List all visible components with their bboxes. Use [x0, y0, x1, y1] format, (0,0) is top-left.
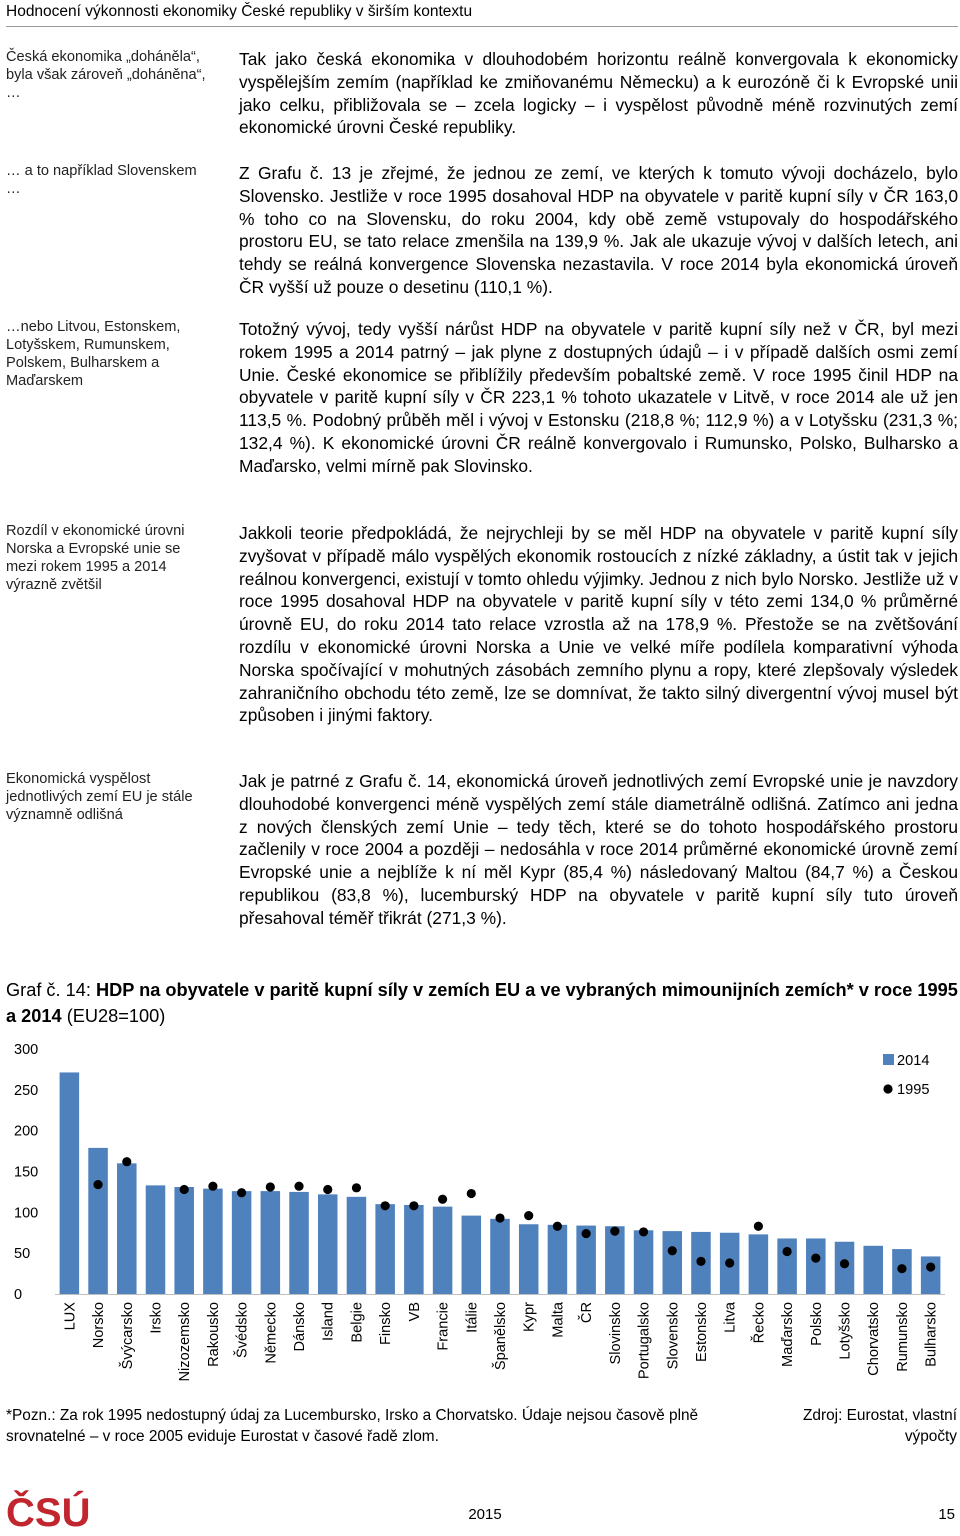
category-label: Řecko — [751, 1302, 768, 1344]
category-label: Island — [320, 1302, 337, 1341]
category-label: Finsko — [378, 1302, 395, 1345]
bar-2014-16 — [519, 1224, 539, 1294]
paragraph-5: Jak je patrné z Grafu č. 14, ekonomická úroveň jednotlivých zemí Evropské unie je navzdory dlouhodobé konvergenci méně vyspělých zemí stále diametrálně odlišná. Zatímco ani jedna z nových členských zemí Unie – tedy těch, které se do tohoto hospodářského prostoru začlenily v roce 2004 a později – nedosáhla v roce 2014 průměrné ekonomické úrovně zemí Evropské unie a nejblíže k ní měl Kypr (85,4 %) následovaný Maltou (84,7 %) a Českou republikou (83,8 %), lucemburský HDP na obyvatele v paritě kupní síly tuto úroveň přesahoval téměř třikrát (271,3 %). — [239, 771, 958, 928]
category-label: Belgie — [349, 1302, 366, 1343]
sidenote-5: Ekonomická vyspělost jednotlivých zemí EU je stále významně odlišná — [6, 771, 193, 823]
category-label: Chorvatsko — [866, 1302, 883, 1376]
category-label: Irsko — [148, 1302, 165, 1334]
bar-2014-15 — [490, 1219, 510, 1294]
y-tick-label: 100 — [14, 1205, 39, 1222]
category-label: Německo — [263, 1302, 280, 1364]
legend-swatch-1995 — [883, 1084, 892, 1093]
category-label: Francie — [435, 1302, 452, 1351]
dot-1995-10 — [352, 1183, 361, 1192]
dot-1995-23 — [725, 1258, 734, 1267]
paragraph-3: Totožný vývoj, tedy vyšší nárůst HDP na obyvatele v paritě kupní síly než v ČR, byl mezi rokem 1995 a 2014 patrný – jak plyne z dostupných údajů – i v případě dalších osmi zemí Unie. České ekonomice se přiblížily především pobaltské země. V roce 1995 činil HDP na obyvatele v paritě kupní síly v ČR 223,1 % tohoto ukazatele v Litvě, v roce 2014 ale už jen 113,5 %. Podobný průběh měl i vývoj v Estonsku (218,8 %; 112,9 %) a v Lotyšsku (231,3 %; 132,4 %). K ekonomické úrovni ČR reálně konvergovalo i Rumunsko, Polsko, Bulharsko a Maďarsko, velmi mírně pak Slovinsko. — [239, 319, 958, 476]
bar-2014-26 — [806, 1238, 826, 1294]
dot-1995-1 — [93, 1180, 102, 1189]
paragraph-1: Tak jako česká ekonomika v dlouhodobém horizontu reálně konvergovala k ekonomicky vyspělejším zemím (například ke zmiňovanému Německu) a k eurozóně či k Evropské unii jako celku, přibližovala se – zcela logicky – i vyspělost původně méně rozvinutých zemí ekonomické úrovni České republiky. — [239, 49, 958, 138]
y-tick-label: 50 — [14, 1246, 31, 1263]
bar-2014-14 — [462, 1216, 482, 1294]
bar-2014-6 — [232, 1191, 252, 1294]
running-header: Hodnocení výkonnosti ekonomiky České republiky v širším kontextu — [6, 2, 958, 27]
dot-1995-7 — [266, 1182, 275, 1191]
category-label: Slovensko — [665, 1302, 682, 1370]
dot-1995-2 — [122, 1157, 131, 1166]
category-label: ČR — [579, 1302, 596, 1324]
dot-1995-26 — [811, 1253, 820, 1262]
page-number: 15 — [938, 1506, 955, 1523]
dot-1995-4 — [180, 1185, 189, 1194]
bar-2014-11 — [375, 1204, 395, 1294]
category-label: Portugalsko — [636, 1302, 653, 1380]
category-label: Bulharsko — [923, 1302, 940, 1367]
bar-2014-7 — [261, 1191, 281, 1294]
dot-1995-20 — [639, 1227, 648, 1236]
graph-caption — [6, 977, 958, 1029]
category-label: Litva — [722, 1302, 739, 1333]
bar-2014-2 — [117, 1163, 137, 1294]
y-tick-label: 250 — [14, 1082, 39, 1099]
paragraph-2: Z Grafu č. 13 je zřejmé, že jednou ze zemí, ve kterých k tomuto vývoji docházelo, bylo Slovensko. Jestliže v roce 1995 dosahoval HDP na obyvatele v paritě kupní síly v ČR 163,0 % toho co na Slovensku, do roku 2004, kdy obě země vstupovaly do hospodářského prostoru EU, se tato relace zmenšila na 139,9 %. Jak ale ukazuje vývoj v dalších letech, ani tehdy se reálná konvergence Slovenska nezastavila. V roce 2014 byla ekonomická úroveň ČR vyšší už pouze o desetinu (110,1 %). — [239, 163, 958, 297]
bar-2014-30 — [921, 1256, 941, 1294]
dot-1995-18 — [582, 1229, 591, 1238]
czso-logo — [6, 1488, 92, 1532]
dot-1995-21 — [668, 1246, 677, 1255]
footer-year: 2015 — [468, 1506, 502, 1523]
bar-2014-5 — [203, 1189, 223, 1294]
dot-1995-24 — [754, 1222, 763, 1231]
category-label: Švýcarsko — [119, 1302, 136, 1370]
category-label: Dánsko — [292, 1302, 309, 1352]
sidenote-1: Česká ekonomika „doháněla“, byla však zároveň „doháněna“, … — [6, 49, 206, 101]
category-label: Švédsko — [234, 1302, 251, 1358]
y-tick-label: 200 — [14, 1123, 39, 1140]
dot-1995-5 — [208, 1182, 217, 1191]
bar-2014-12 — [404, 1205, 424, 1294]
y-tick-label: 150 — [14, 1164, 39, 1181]
category-label: VB — [406, 1302, 423, 1322]
bar-2014-21 — [662, 1231, 682, 1294]
bar-2014-9 — [318, 1194, 338, 1294]
dot-1995-9 — [323, 1185, 332, 1194]
sidenote-4: Rozdíl v ekonomické úrovni Norska a Evropské unie se mezi rokem 1995 a 2014 výrazně zvětšil — [6, 523, 185, 593]
category-label: Estonsko — [693, 1302, 710, 1363]
footnote: *Pozn.: Za rok 1995 nedostupný údaj za Lucembursko, Irsko a Chorvatsko. Údaje nejsou časově plně srovnatelné – v roce 2005 eviduje Eurostat v časové řadě zlom. — [6, 1407, 699, 1445]
legend-label-1995: 1995 — [897, 1082, 930, 1098]
graph-caption-suffix: (EU28=100) — [61, 1006, 166, 1026]
paragraph-4: Jakkoli teorie předpokládá, že nejrychleji by se měl HDP na obyvatele v paritě kupní síly zvyšovat v případě málo vyspělých ekonomik rostoucích z nízké základny, a ústit tak v jejich reálnou konvergenci, existují v tomto ohledu výjimky. Jednou z nich bylo Norsko. Jestliže už v roce 1995 dosahoval HDP na obyvatele v paritě kupní síly v této zemi 134,0 % průměrné úrovně EU, do roku 2014 tato relace vzrostla až na 178,9 %. Přestože se na zvětšování rozdílu v ekonomické úrovni Norska a Unie ve velké míře podílela komparativní výhoda Norska spočívající v mohutných zásobách zemního plynu a ropy, které zlepšovaly výsledek zahraničního obchodu této země, lze se domnívat, že takto silný divergentní vývoj musel být způsoben i jinými faktory. — [239, 523, 958, 726]
dot-1995-15 — [495, 1213, 504, 1222]
category-label: LUX — [62, 1302, 79, 1331]
bar-2014-28 — [863, 1246, 883, 1294]
bar-2014-25 — [777, 1238, 797, 1294]
dot-1995-6 — [237, 1188, 246, 1197]
dot-1995-11 — [381, 1201, 390, 1210]
category-label: Malta — [550, 1302, 567, 1338]
dot-1995-13 — [438, 1195, 447, 1204]
graph-caption-title: HDP na obyvatele v paritě kupní síly v zemích EU a ve vybraných mimounijních zemích* v roce 1995 a 2014 — [6, 980, 958, 1026]
legend-label-2014: 2014 — [897, 1053, 930, 1069]
category-label: Polsko — [808, 1302, 825, 1346]
category-label: Norsko — [91, 1302, 108, 1349]
gdp-ppp-chart — [0, 1036, 960, 1396]
category-label: Španělsko — [493, 1302, 509, 1371]
dot-1995-8 — [294, 1182, 303, 1191]
y-tick-label: 300 — [14, 1042, 39, 1058]
category-label: Maďarsko — [780, 1302, 797, 1367]
source-note: Zdroj: Eurostat, vlastní výpočty — [803, 1407, 957, 1445]
dot-1995-14 — [467, 1189, 476, 1198]
bar-2014-0 — [60, 1072, 80, 1294]
category-label: Slovinsko — [607, 1302, 624, 1365]
category-label: Nizozemsko — [177, 1302, 194, 1382]
dot-1995-12 — [409, 1201, 418, 1210]
category-label: Rakousko — [205, 1302, 222, 1367]
dot-1995-30 — [926, 1262, 935, 1271]
category-label: Itálie — [464, 1302, 481, 1333]
sidenote-3: …nebo Litvou, Estonskem, Lotyšskem, Rumunskem, Polskem, Bulharskem a Maďarskem — [6, 319, 181, 389]
czso-logo-text: ČSÚ — [6, 1491, 91, 1532]
graph-caption-prefix: Graf č. 14: — [6, 980, 96, 1000]
bar-2014-19 — [605, 1226, 625, 1294]
dot-1995-19 — [610, 1227, 619, 1236]
dot-1995-16 — [524, 1211, 533, 1220]
dot-1995-29 — [897, 1264, 906, 1273]
dot-1995-22 — [696, 1257, 705, 1266]
bar-2014-3 — [146, 1185, 166, 1294]
bar-2014-13 — [433, 1207, 453, 1294]
category-label: Lotyšsko — [837, 1302, 854, 1360]
bar-2014-4 — [174, 1187, 194, 1294]
bar-2014-10 — [347, 1197, 367, 1294]
bar-2014-24 — [749, 1234, 769, 1294]
bar-2014-8 — [289, 1192, 309, 1294]
bar-2014-1 — [88, 1148, 108, 1294]
category-label: Rumunsko — [894, 1302, 911, 1372]
y-tick-label: 0 — [14, 1287, 23, 1303]
category-label: Kypr — [521, 1302, 538, 1333]
dot-1995-17 — [553, 1222, 562, 1231]
bar-2014-17 — [548, 1225, 568, 1294]
dot-1995-25 — [782, 1247, 791, 1256]
legend-swatch-2014 — [883, 1054, 894, 1065]
bar-2014-20 — [634, 1230, 654, 1294]
dot-1995-27 — [840, 1259, 849, 1268]
sidenote-2: … a to například Slovenskem … — [6, 163, 197, 197]
